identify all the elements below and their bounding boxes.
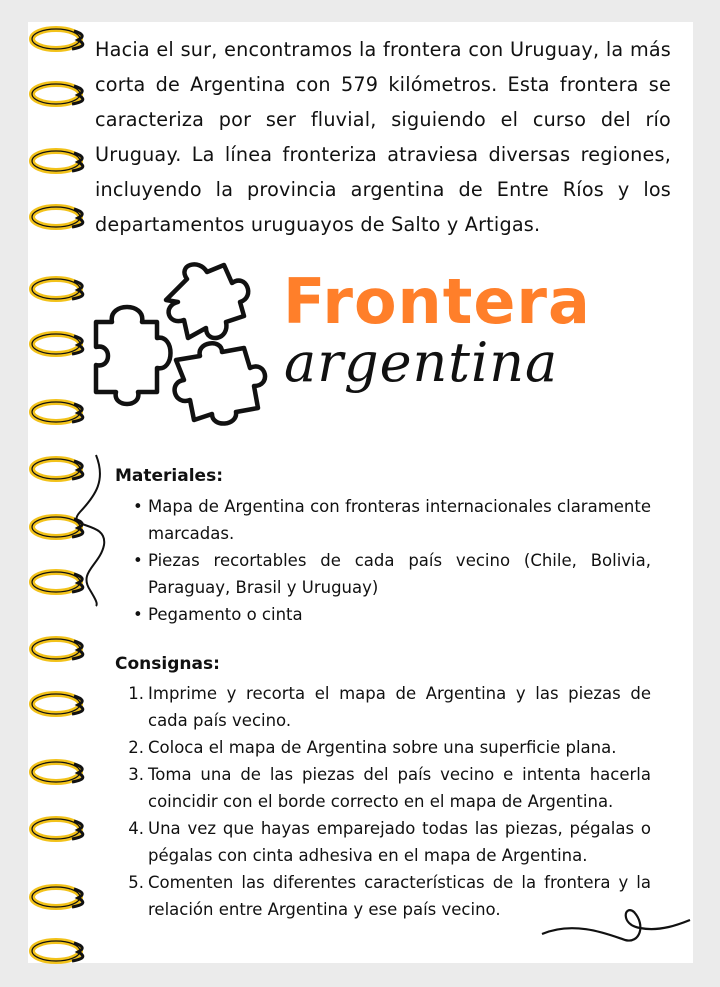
- step-number: 1.: [128, 684, 144, 703]
- list-item: 3. Toma una de las piezas del país vecino e intenta hacerla coincidir con el borde correcto en el mapa de Argentina.: [148, 761, 651, 815]
- list-item: 5. Comenten las diferentes características de la frontera y la relación entre Argentina y ese país vecino.: [148, 869, 651, 923]
- list-item: 4. Una vez que hayas emparejado todas las piezas, pégalas o pégalas con cinta adhesiva en el mapa de Argentina.: [148, 815, 651, 869]
- intro-paragraph: Hacia el sur, encontramos la frontera con Uruguay, la más corta de Argentina con 579 kilómetros. Esta frontera se caracteriza por ser fluvial, siguiendo el curso del río Uruguay. La línea fronteriza atraviesa diversas regiones, incluyendo la provincia argentina de Entre Ríos y los departamentos uruguayos de Salto y Artigas.: [95, 38, 671, 236]
- spiral-binding: [28, 22, 94, 963]
- step-number: 4.: [128, 819, 144, 838]
- spiral-ring-icon: [28, 272, 94, 306]
- list-item: 1. Imprime y recorta el mapa de Argentina y las piezas de cada país vecino.: [148, 680, 651, 734]
- spiral-ring-icon: [28, 880, 94, 914]
- list-item: • Mapa de Argentina con fronteras internacionales claramente marcadas.: [148, 493, 651, 547]
- spiral-ring-icon: [28, 395, 94, 429]
- spiral-ring-icon: [28, 144, 94, 178]
- spiral-ring-icon: [28, 565, 94, 599]
- instructions-heading: Consignas:: [115, 654, 220, 674]
- spiral-ring-icon: [28, 510, 94, 544]
- materials-list: [133, 493, 651, 628]
- spiral-ring-icon: [28, 812, 94, 846]
- list-item: • Pegamento o cinta: [148, 601, 651, 628]
- spiral-ring-icon: [28, 755, 94, 789]
- spiral-ring-icon: [28, 452, 94, 486]
- spiral-ring-icon: [28, 22, 94, 56]
- step-number: 3.: [128, 765, 144, 784]
- spiral-ring-icon: [28, 934, 94, 968]
- list-item: • Piezas recortables de cada país vecino (Chile, Bolivia, Paraguay, Brasil y Uruguay): [148, 547, 651, 601]
- title-argentina: argentina: [284, 331, 559, 394]
- spiral-ring-icon: [28, 77, 94, 111]
- spiral-ring-icon: [28, 632, 94, 666]
- spiral-ring-icon: [28, 687, 94, 721]
- bullet-icon: •: [133, 551, 143, 570]
- list-item: 2. Coloca el mapa de Argentina sobre una superficie plana.: [148, 734, 651, 761]
- step-number: 2.: [128, 738, 144, 757]
- materials-heading: Materiales:: [115, 466, 224, 486]
- step-number: 5.: [128, 873, 144, 892]
- spiral-ring-icon: [28, 200, 94, 234]
- bullet-icon: •: [133, 605, 143, 624]
- bullet-icon: •: [133, 497, 143, 516]
- title-frontera: Frontera: [283, 265, 591, 338]
- instructions-list: [128, 680, 651, 923]
- spiral-ring-icon: [28, 327, 94, 361]
